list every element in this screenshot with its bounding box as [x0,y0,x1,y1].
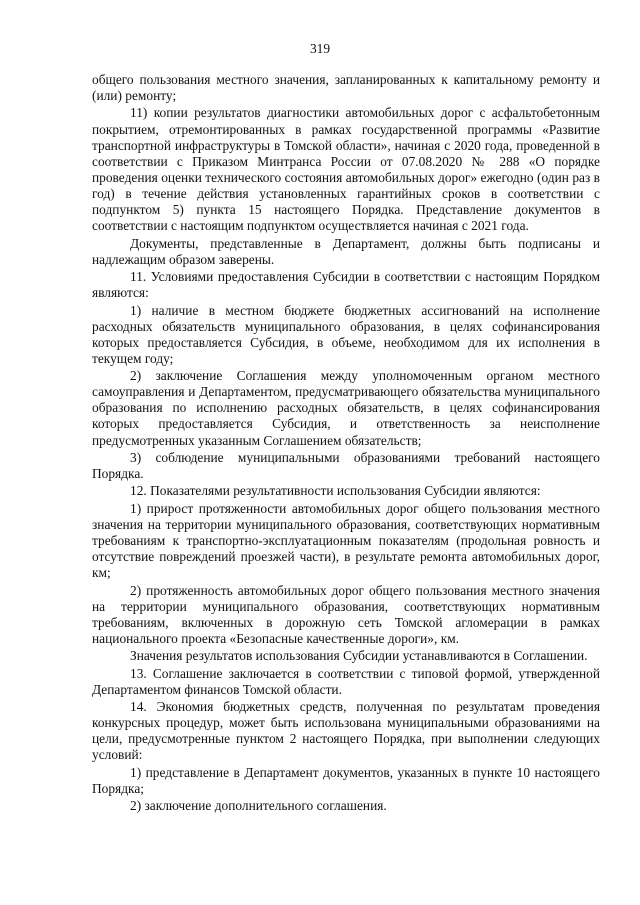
paragraph-savings-condition-1: 1) представление в Департамент документов, указанных в пункте 10 настоящего Порядка; [92,764,600,796]
paragraph-section-14-savings: 14. Экономия бюджетных средств, полученная по результатам проведения конкурсных процедур, может быть использована муниципальными образованиями на цели, предусмотренные пунктом 2 настоящего Порядка, при выполнении следующих условий: [92,699,600,763]
page-number: 319 [309,41,331,56]
paragraph-condition-2: 2) заключение Соглашения между уполномоченным органом местного самоуправления и Департаментом, предусматривающего обязательства муниципального образования по исполнению расходных обязательств, в целях софинансирования которых предоставляется Субсидия, и ответственность за неисполнение предусмотренных указанным Соглашением обязательств; [92,368,600,448]
paragraph-indicator-1: 1) прирост протяженности автомобильных дорог общего пользования местного значения на территории муниципального образования, соответствующих нормативным требованиям к транспортно-эксплуатационным показателям (продольная ровность и отсутствие повреждений проезжей части), в результате ремонта автомобильных дорог, км; [92,500,600,581]
paragraph-savings-condition-2: 2) заключение дополнительного соглашения. [130,798,387,814]
document-body [92,72,600,816]
paragraph-condition-3: 3) соблюдение муниципальными образованиями требований настоящего Порядка. [92,449,600,482]
paragraph-continuation: общего пользования местного значения, запланированных к капитальному ремонту и (или) ремонту; [92,72,600,104]
paragraph-item-11-copies: 11) копии результатов диагностики автомобильных дорог с асфальтобетонным покрытием, отремонтированных в рамках государственной программы «Развитие транспортной инфраструктуры в Томской области», начиная с 2020 года, проведенной в соответствии с Приказом Минтранса России от 07.08.2020 № 288 «О порядке проведения оценки технического состояния автомобильных дорог» ежегодно (один раз в год) в течение действия установленных гарантийных сроков в соответствии с подпунктом 5) пункта 15 настоящего Порядка. Представление документов в соответствии с настоящим подпунктом осуществляется начиная с 2021 года. [92,105,600,234]
paragraph-section-12-indicators: 12. Показателями результативности использования Субсидии являются: [130,483,541,499]
paragraph-section-11-conditions: 11. Условиями предоставления Субсидии в соответствии с настоящим Порядком являются: [92,269,600,301]
paragraph-indicator-2: 2) протяженность автомобильных дорог общего пользования местного значения на территории муниципального образования, соответствующих нормативным требованиям, включенных в дорожную сеть Томской агломерации в рамках национального проекта «Безопасные качественные дороги», км. [92,582,600,646]
paragraph-values-in-agreement: Значения результатов использования Субсидии устанавливаются в Соглашении. [130,648,588,664]
paragraph-condition-1: 1) наличие в местном бюджете бюджетных ассигнований на исполнение расходных обязательств муниципального образования, в целях софинансирования которых предоставляется Субсидия, в объеме, необходимом для их исполнения в текущем году; [92,302,600,366]
paragraph-documents-signed: Документы, представленные в Департамент, должны быть подписаны и надлежащим образом заверены. [92,235,600,267]
paragraph-section-13-agreement: 13. Соглашение заключается в соответствии с типовой формой, утвержденной Департаментом финансов Томской области. [92,665,600,697]
